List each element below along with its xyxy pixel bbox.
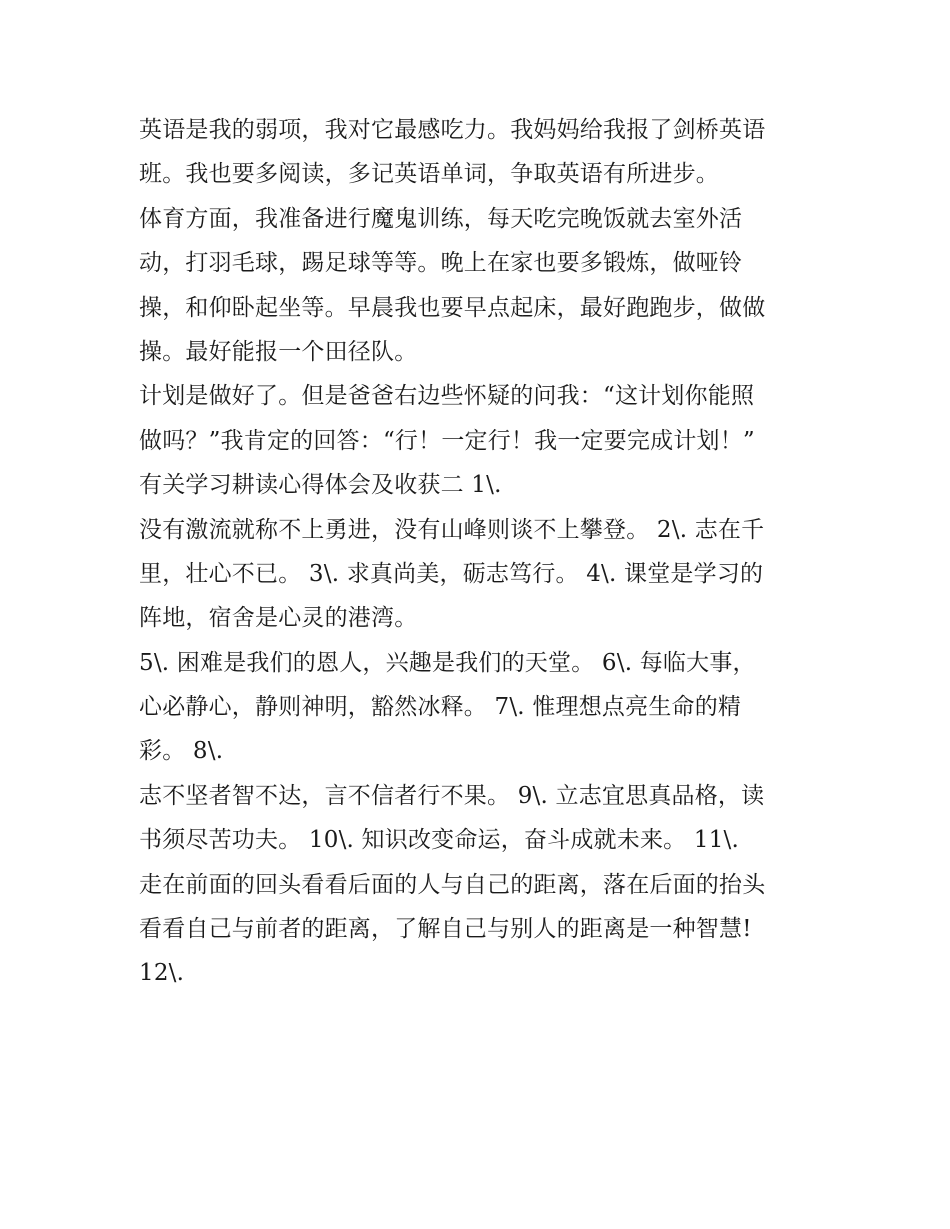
text-line: 操。最好能报一个田径队。 — [139, 338, 418, 365]
text-line: 班。我也要多阅读，多记英语单词，争取英语有所进步。 — [139, 161, 719, 188]
text-line: 有关学习耕读心得体会及收获二 1\. — [139, 472, 502, 499]
text-line: 看看自己与前者的距离，了解自己与别人的距离是一种智慧! — [139, 916, 752, 943]
text-line: 12\. — [139, 960, 185, 987]
text-line: 彩。 8\. — [139, 738, 224, 765]
text-line: 体育方面，我准备进行魔鬼训练，每天吃完晚饭就去室外活 — [139, 205, 743, 232]
text-line: 操，和仰卧起坐等。早晨我也要早点起床，最好跑跑步，做做 — [139, 294, 766, 321]
text-line: 英语是我的弱项，我对它最感吃力。我妈妈给我报了剑桥英语 — [139, 117, 766, 143]
text-line: 没有激流就称不上勇进，没有山峰则谈不上攀登。 2\. 志在千 — [139, 516, 765, 543]
text-line: 书须尽苦功夫。 10\. 知识改变命运，奋斗成就未来。 11\. — [139, 827, 739, 854]
text-line: 里，壮心不已。 3\. 求真尚美，砺志笃行。 4\. 课堂是学习的 — [139, 560, 764, 587]
text-line: 做吗？”我肯定的回答：“行！一定行！我一定要完成计划！” — [139, 427, 755, 454]
text-line: 动，打羽毛球，踢足球等等。晚上在家也要多锻炼，做哑铃 — [139, 250, 743, 277]
text-line: 走在前面的回头看看后面的人与自己的距离，落在后面的抬头 — [139, 871, 766, 898]
text-line: 阵地，宿舍是心灵的港湾。 — [139, 605, 418, 632]
text-line: 心必静心，静则神明，豁然冰释。 7\. 惟理想点亮生命的精 — [139, 694, 742, 721]
text-line: 志不坚者智不达，言不信者行不果。 9\. 立志宜思真品格，读 — [139, 782, 765, 809]
document-body — [139, 108, 829, 996]
text-line: 5\. 困难是我们的恩人，兴趣是我们的天堂。 6\. 每临大事， — [139, 649, 756, 676]
text-line: 计划是做好了。但是爸爸右边些怀疑的问我：“这计划你能照 — [139, 383, 755, 410]
